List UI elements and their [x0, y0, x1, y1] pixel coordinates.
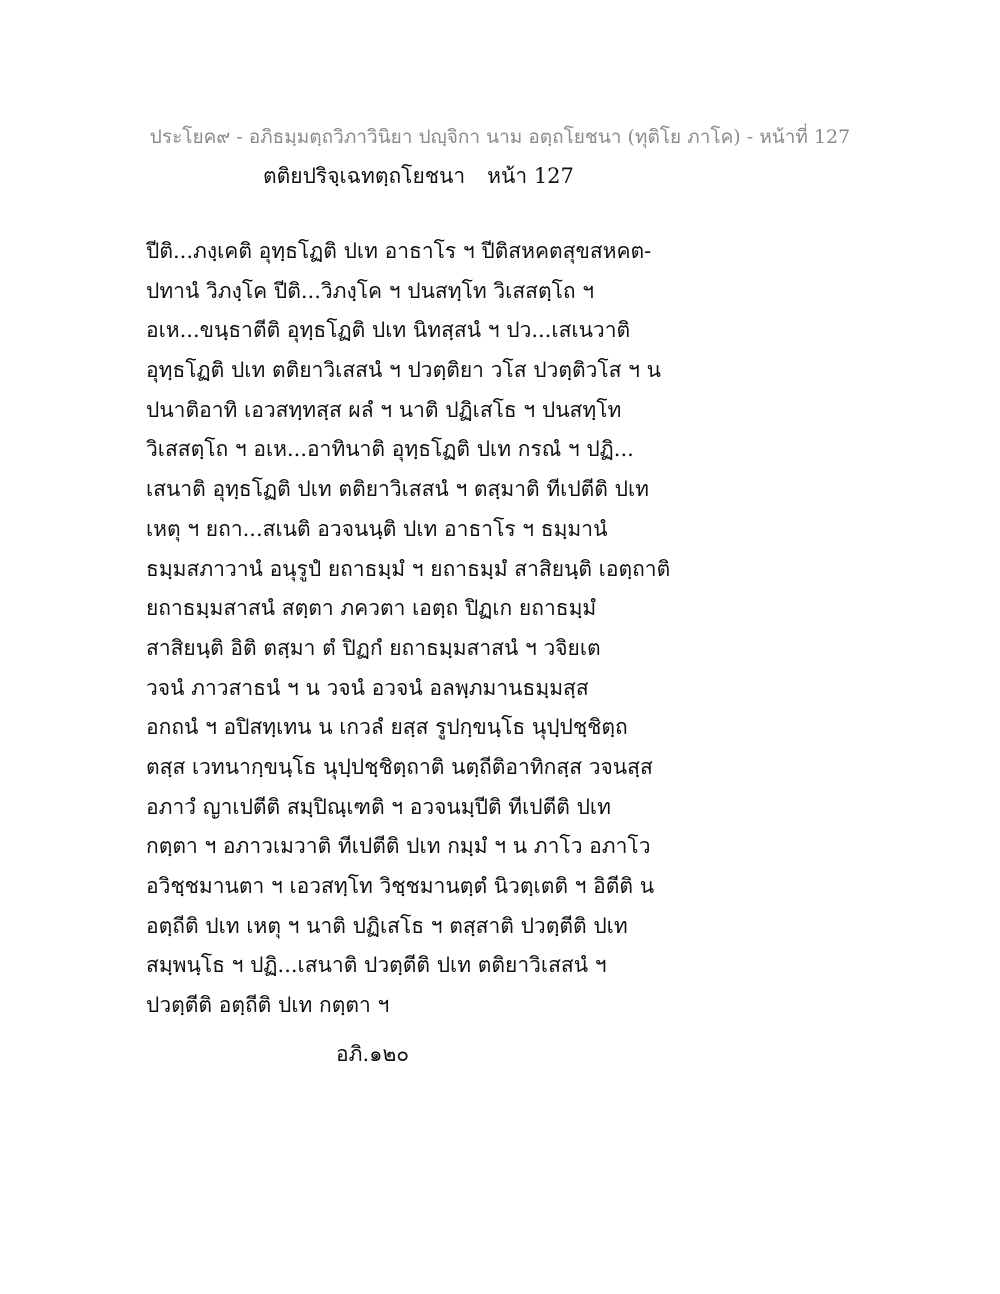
running-header: ประโยค๙ - อภิธมฺมตฺถวิภาวินิยา ปญฺจิกา นาม อตฺถโยชนา (ทุติโย ภาโค) - หน้าที่ 127	[149, 126, 851, 148]
page-footer: อภิ.๑๒๐	[336, 1042, 410, 1066]
page-heading	[263, 160, 574, 193]
chapter-title: ตติยปริจฺเฉทตฺถโยชนา	[263, 164, 466, 188]
text-line: อวิชฺชมานตา ฯ เอวสทฺโท วิชฺชมานตฺตํ นิวตฺเตติ ฯ อิตีติ น	[146, 874, 655, 898]
page-number-label: หน้า 127	[487, 164, 574, 188]
text-line: เสนาติ อุทฺธโฏติ ปเท ตติยาวิเสสนํ ฯ ตสฺมาติ ทีเปตีติ ปเท	[146, 477, 649, 502]
text-line: ตสฺส เวทนากฺขนฺโธ นุปฺปชฺชิตฺถาติ นตฺถีติอาทิกสฺส วจนสฺส	[146, 754, 653, 779]
text-line: อตฺถีติ ปเท เหตุ ฯ นาติ ปฏิเสโธ ฯ ตสฺสาติ ปวตฺตีติ ปเท	[146, 913, 628, 938]
body-text	[146, 236, 706, 1030]
text-line: ปีติ...ภงฺเคติ อุทฺธโฏติ ปเท อาธาโร ฯ ปีติสหคตสุขสหคต-	[146, 239, 652, 263]
text-line: วิเสสตฺโถ ฯ อเห...อาทินาติ อุทฺธโฏติ ปเท กรณํ ฯ ปฏิ...	[146, 437, 634, 462]
text-line: กตฺตา ฯ อภาวเมวาติ ทีเปตีติ ปเท กมฺมํ ฯ น ภาโว อภาโว	[146, 834, 651, 859]
text-line: อุทฺธโฏติ ปเท ตติยาวิเสสนํ ฯ ปวตฺติยา วโส ปวตฺติวโส ฯ น	[146, 358, 661, 383]
text-line: ปนาติอาทิ เอวสทฺทสฺส ผลํ ฯ นาติ ปฏิเสโธ ฯ ปนสทฺโท	[146, 397, 622, 422]
text-line: อกถนํ ฯ อปิสทฺเทน น เกวลํ ยสฺส รูปกฺขนฺโธ นุปฺปชฺชิตฺถ	[146, 715, 628, 740]
text-line: อเห...ขนฺธาตีติ อุทฺธโฏติ ปเท นิทสฺสนํ ฯ ปว...เสเนวาติ	[146, 318, 631, 343]
text-line: ปวตฺตีติ อตฺถีติ ปเท กตฺตา ฯ	[146, 993, 390, 1018]
text-line: เหตุ ฯ ยถา...สเนติ อวจนนฺติ ปเท อาธาโร ฯ ธมฺมานํ	[146, 516, 608, 541]
text-line: ยถาธมฺมสาสนํ สตฺตา ภควตา เอตฺถ ปิฏเก ยถาธมฺมํ	[146, 596, 597, 621]
text-line: สาสิยนฺติ อิติ ตสฺมา ตํ ปิฏกํ ยถาธมฺมสาสนํ ฯ วจิยเต	[146, 635, 601, 660]
text-line: วจนํ ภาวสาธนํ ฯ น วจนํ อวจนํ อลพฺภมานธมฺมสฺส	[146, 675, 589, 700]
text-line: สมฺพนฺโธ ฯ ปฏิ...เสนาติ ปวตฺตีติ ปเท ตติยาวิเสสนํ ฯ	[146, 953, 607, 978]
text-line: อภาวํ ญาเปตีติ สมฺปิณฺเฑติ ฯ อวจนมฺปีติ ทีเปตีติ ปเท	[146, 794, 611, 819]
text-line: ปทานํ วิภงฺโค ปีติ...วิภงฺโค ฯ ปนสทฺโท วิเสสตฺโถ ฯ	[146, 278, 595, 303]
text-line: ธมฺมสภาวานํ อนุรูปํ ยถาธมฺมํ ฯ ยถาธมฺมํ สาสิยนฺติ เอตฺถาติ	[146, 556, 671, 581]
